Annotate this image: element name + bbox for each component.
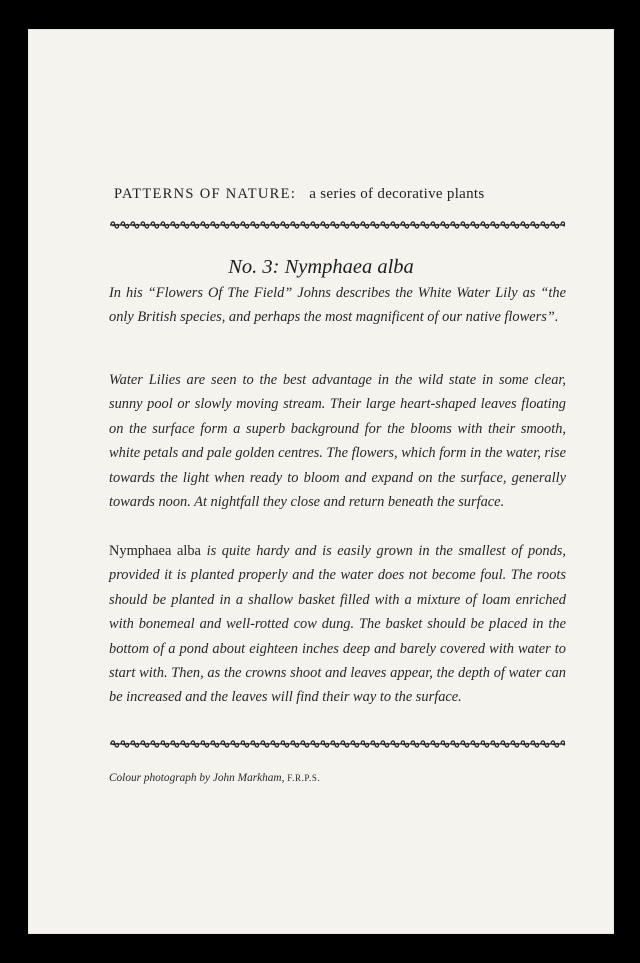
series-subtitle: a series of decorative plants [309,186,485,202]
decorative-border-top [110,219,565,231]
photo-credit-suffix: F.R.P.S. [287,773,321,783]
paragraph-intro: In his “Flowers Of The Field” Johns describes the White Water Lily as “the only British species, and perhaps the most magnificent of our native flowers”. [109,285,566,326]
series-separator: : [290,186,296,202]
species-name: Nymphaea alba [109,543,201,559]
cultivation-text: is quite hardy and is easily grown in the smallest of ponds, provided it is planted properly and the water does not become foul. The roots should be planted in a shallow basket filled with a mixture of loam enriched with bonemeal and well-rotted cow dung. The basket should be placed in the bottom of a pond about eighteen inches deep and barely covered with water to start with. Then, as the crowns shoot and leaves appear, the depth of water can be increased and the leaves will find their way to the surface. [109,543,566,706]
paragraph-description: Water Lilies are seen to the best advantage in the wild state in some clear, sunny pool or slowly moving stream. Their large heart-shaped leaves floating on the surface form a superb background for the blooms with their smooth, white petals and pale golden centres. The flowers, which form in the water, rise towards the light when ready to bloom and expand on the surface, generally towards noon. At nightfall they close and return beneath the surface. [109,372,566,511]
series-title: PATTERNS OF NATURE [114,186,291,202]
photo-credit [109,772,320,784]
series-heading [114,186,574,203]
paragraph-cultivation [109,539,566,710]
document-page [28,29,614,934]
page-title: No. 3: Nymphaea alba [228,256,414,278]
decorative-border-bottom [110,738,565,750]
photo-credit-text: Colour photograph by John Markham, [109,772,288,784]
